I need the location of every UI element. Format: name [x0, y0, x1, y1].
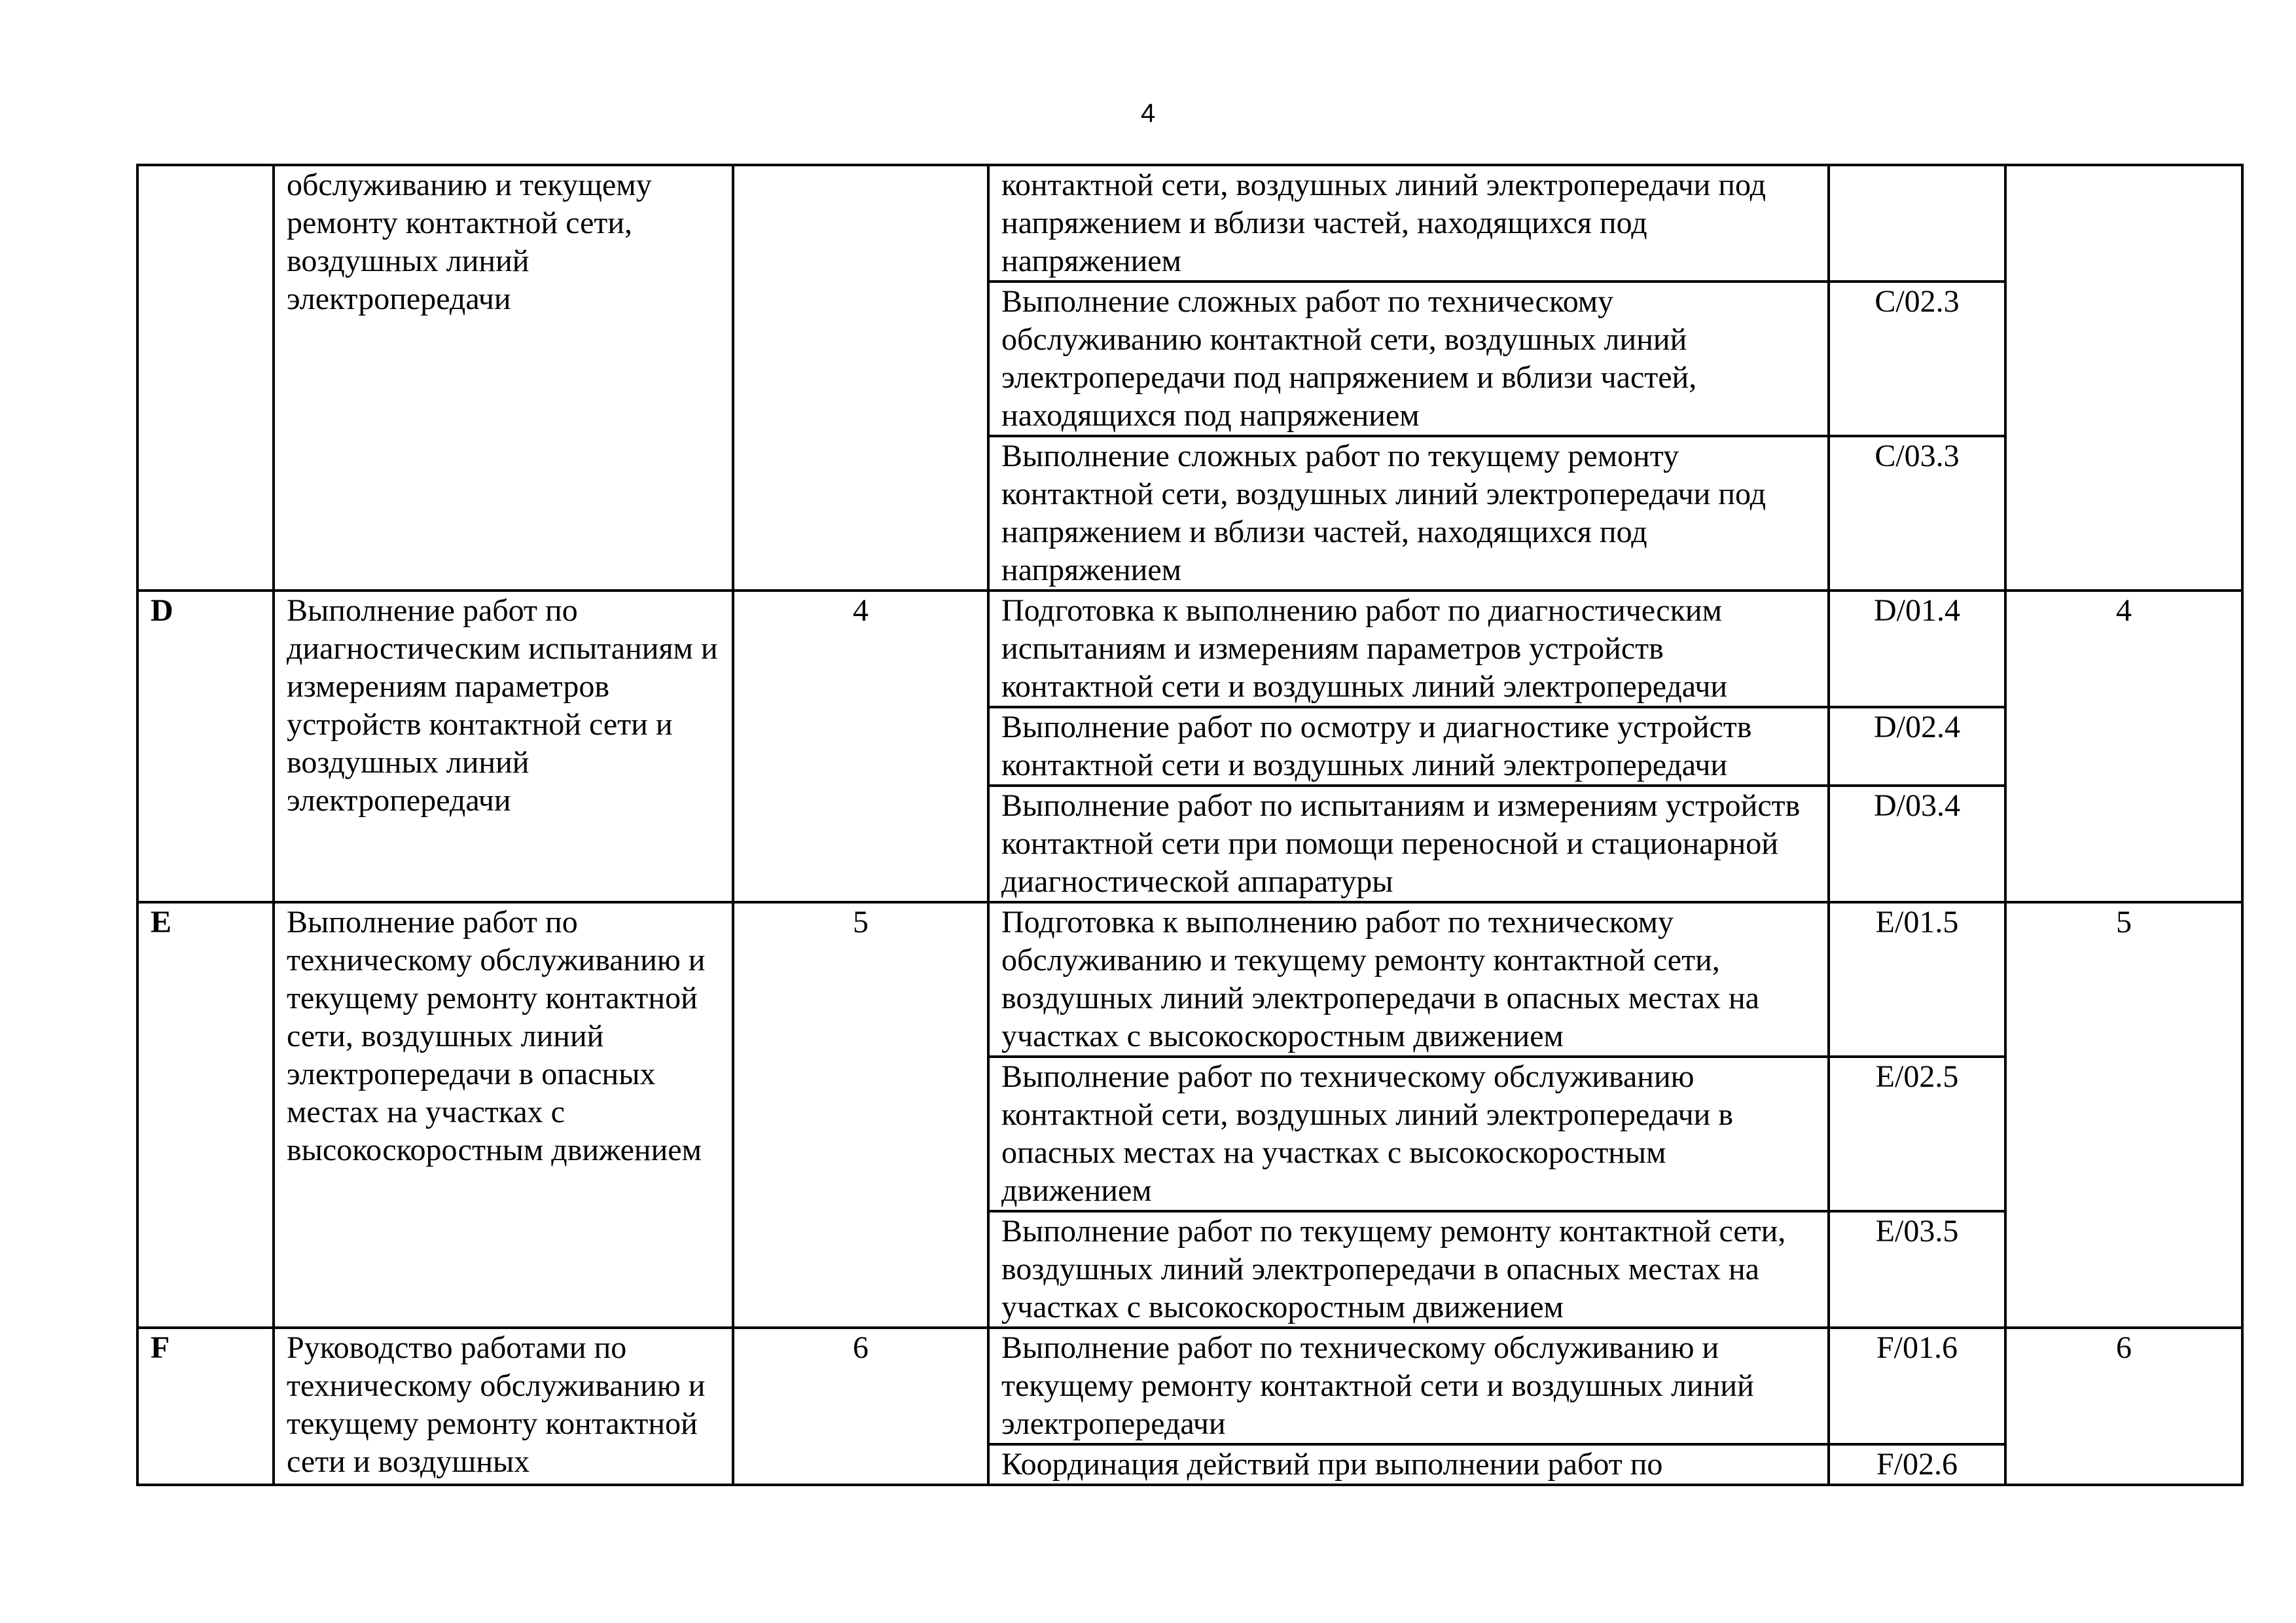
function-name: Подготовка к выполнению работ по техническому обслуживанию и текущему ремонту контактной сети, воздушных линий электропередачи в опасных местах на участках с высокоскоростным движением: [988, 902, 1829, 1057]
group-level: 4: [733, 591, 988, 902]
function-name: Выполнение сложных работ по текущему ремонту контактной сети, воздушных линий электропередачи под напряжением и вблизи частей, находящихся под напряжением: [988, 436, 1829, 591]
group-code: F: [137, 1328, 274, 1485]
function-name: Выполнение работ по техническому обслуживанию и текущему ремонту контактной сети и воздушных линий электропередачи: [988, 1328, 1829, 1444]
function-level: 4: [2005, 591, 2242, 902]
group-name: Руководство работами по техническому обслуживанию и текущему ремонту контактной сети и воздушных: [274, 1328, 733, 1485]
function-code: F/01.6: [1829, 1328, 2005, 1444]
table-row: [137, 1328, 2242, 1444]
function-code: C/02.3: [1829, 282, 2005, 436]
function-code: D/01.4: [1829, 591, 2005, 707]
group-name: Выполнение работ по диагностическим испытаниям и измерениям параметров устройств контактной сети и воздушных линий электропередачи: [274, 591, 733, 902]
function-code: E/02.5: [1829, 1057, 2005, 1211]
group-name: обслуживанию и текущему ремонту контактной сети, воздушных линий электропередачи: [274, 165, 733, 591]
function-code: E/01.5: [1829, 902, 2005, 1057]
group-code: D: [137, 591, 274, 902]
table-row: [137, 902, 2242, 1057]
group-level: [733, 165, 988, 591]
function-name: Выполнение работ по текущему ремонту контактной сети, воздушных линий электропередачи в опасных местах на участках с высокоскоростным движением: [988, 1211, 1829, 1328]
function-name: Выполнение работ по осмотру и диагностике устройств контактной сети и воздушных линий электропередачи: [988, 707, 1829, 786]
function-code: D/02.4: [1829, 707, 2005, 786]
group-level: 6: [733, 1328, 988, 1485]
functions-table: [136, 164, 2244, 1486]
table-row: [137, 591, 2242, 707]
function-code: D/03.4: [1829, 786, 2005, 902]
page-number: 4: [1140, 99, 1156, 128]
group-code: [137, 165, 274, 591]
function-name: Выполнение работ по техническому обслуживанию контактной сети, воздушных линий электропередачи в опасных местах на участках с высокоскоростным движением: [988, 1057, 1829, 1211]
function-level: [2005, 165, 2242, 591]
function-name: Выполнение работ по испытаниям и измерениям устройств контактной сети при помощи переносной и стационарной диагностической аппаратуры: [988, 786, 1829, 902]
function-code: [1829, 165, 2005, 282]
function-code: E/03.5: [1829, 1211, 2005, 1328]
function-level: 5: [2005, 902, 2242, 1328]
table-row: [137, 165, 2242, 282]
function-name: Координация действий при выполнении работ по: [988, 1444, 1829, 1485]
function-name: Подготовка к выполнению работ по диагностическим испытаниям и измерениям параметров устройств контактной сети и воздушных линий электропередачи: [988, 591, 1829, 707]
function-code: C/03.3: [1829, 436, 2005, 591]
function-name: Выполнение сложных работ по техническому обслуживанию контактной сети, воздушных линий электропередачи под напряжением и вблизи частей, находящихся под напряжением: [988, 282, 1829, 436]
function-code: F/02.6: [1829, 1444, 2005, 1485]
group-level: 5: [733, 902, 988, 1328]
function-name: контактной сети, воздушных линий электропередачи под напряжением и вблизи частей, находящихся под напряжением: [988, 165, 1829, 282]
group-code: E: [137, 902, 274, 1328]
function-level: 6: [2005, 1328, 2242, 1485]
group-name: Выполнение работ по техническому обслуживанию и текущему ремонту контактной сети, воздушных линий электропередачи в опасных местах на участках с высокоскоростным движением: [274, 902, 733, 1328]
